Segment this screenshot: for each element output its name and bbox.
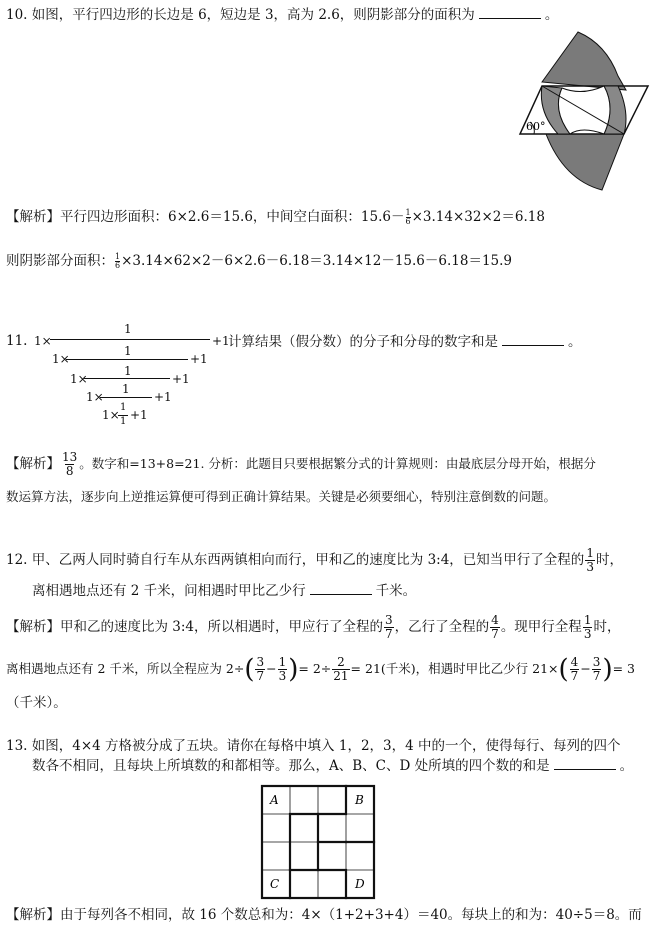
q10-text: 如图，平行四边形的长边是 6，短边是 3，高为 2.6，则阴影部分的面积为 bbox=[31, 7, 475, 23]
q11-sol-fraction: $\frac{13}{8}$ bbox=[62, 450, 78, 478]
q10-sol-fraction: $\frac{1}{6}$ bbox=[405, 208, 411, 226]
q10-solution-line2: 则阴影部分面积： $\frac{1}{6}$ ×3.14×62×2－6×2.6－6.18＝3.14×12－15.6－6.18＝15.9 bbox=[6, 252, 513, 270]
q10-solution-line1: 【解析】平行四边形面积：6×2.6＝15.6，中间空白面积：15.6－ $\frac{1}{6}$ ×3.14×32×2＝6.18 bbox=[6, 208, 545, 226]
q13-grid-figure bbox=[258, 784, 378, 900]
q13-label-c: C bbox=[270, 877, 280, 891]
q13-question-line2: 数各不相同，且每块上所填数的和都相等。那么，A、B、C、D 处所填的四个数的和是 。 bbox=[32, 758, 634, 774]
q10-top-shaded-sector bbox=[542, 32, 626, 90]
q10-number: 10. bbox=[6, 7, 28, 23]
q12-question-line2: 离相遇地点还有 2 千米，问相遇时甲比乙少行 千米。 bbox=[32, 583, 417, 599]
q11-answer-blank[interactable] bbox=[502, 333, 564, 346]
q13-label-b: B bbox=[355, 793, 364, 807]
q13-label-a: A bbox=[270, 793, 279, 807]
q10-sol-fraction2: $\frac{1}{6}$ bbox=[115, 252, 121, 270]
q13-label-d: D bbox=[355, 877, 365, 891]
q11-solution-line1: 【解析】 $\frac{13}{8}$ 。数字和=13+8=21. 分析：此题目只要根据繁分式的计算规则：由最底层分母开始，根据分 bbox=[6, 450, 596, 478]
q10-bottom-shaded-sector bbox=[546, 134, 624, 190]
q11-continued-fraction: 1× 1 +1 1× 1 +1 1× 1 +1 1× 1 +1 1× 1 1 +1 bbox=[34, 322, 230, 427]
q13-question-line1: 13. 如图，4×4 方格被分成了五块。请你在每格中填入 1，2，3，4 中的一个，使得每行、每列的四个 bbox=[6, 738, 621, 754]
q11-solution-line2: 数运算方法，逐步向上逆推运算便可得到正确计算结果。关键是必须要细心，特别注意倒数的问题。 bbox=[6, 489, 557, 504]
q12-solution-line1: 【解析】甲和乙的速度比为 3:4，所以相遇时，甲应行了全程的 $\frac{3}{7}$ ，乙行了全程的 $\frac{4}{7}$ 。现甲行全程 $\frac{1}{3}$ 时， bbox=[6, 613, 621, 641]
q12-fraction-one-third: $\frac{1}{3}$ bbox=[586, 546, 594, 574]
q10-answer-blank[interactable] bbox=[479, 6, 541, 19]
q13-solution: 【解析】由于每列各不相同，故 16 个数总和为：4×（1+2+3+4）＝40。每块上的和为：40÷5＝8。而 bbox=[6, 907, 642, 923]
q11-number: 11. bbox=[6, 333, 28, 349]
q12-question-line1: 12. 甲、乙两人同时骑自行车从东西两镇相向而行，甲和乙的速度比为 3:4，已知当甲行了全程的 $\frac{1}{3}$ 时， bbox=[6, 546, 623, 574]
q10-question: 10. 如图，平行四边形的长边是 6，短边是 3，高为 2.6，则阴影部分的面积为 。 bbox=[6, 7, 559, 23]
q10-inner-white bbox=[558, 86, 610, 134]
q13-answer-blank[interactable] bbox=[554, 757, 616, 770]
q10-angle-label: 60° bbox=[526, 120, 546, 133]
q12-answer-blank[interactable] bbox=[310, 582, 372, 595]
q12-solution-line2: 离相遇地点还有 2 千米，所以全程应为 2÷( $\frac{3}{7}$ − $\frac{1}{3}$ )= 2÷ $\frac{2}{21}$ = 21(千米)，相遇时甲比乙少行 21×( $\frac{4}{7}$ − $\frac{3}{7}$ )= 3 bbox=[6, 654, 635, 685]
q12-solution-line3: （千米）。 bbox=[6, 695, 67, 711]
q10-figure bbox=[512, 30, 657, 192]
q11-question-text: 计算结果（假分数）的分子和分母的数字和是 。 bbox=[228, 334, 582, 350]
